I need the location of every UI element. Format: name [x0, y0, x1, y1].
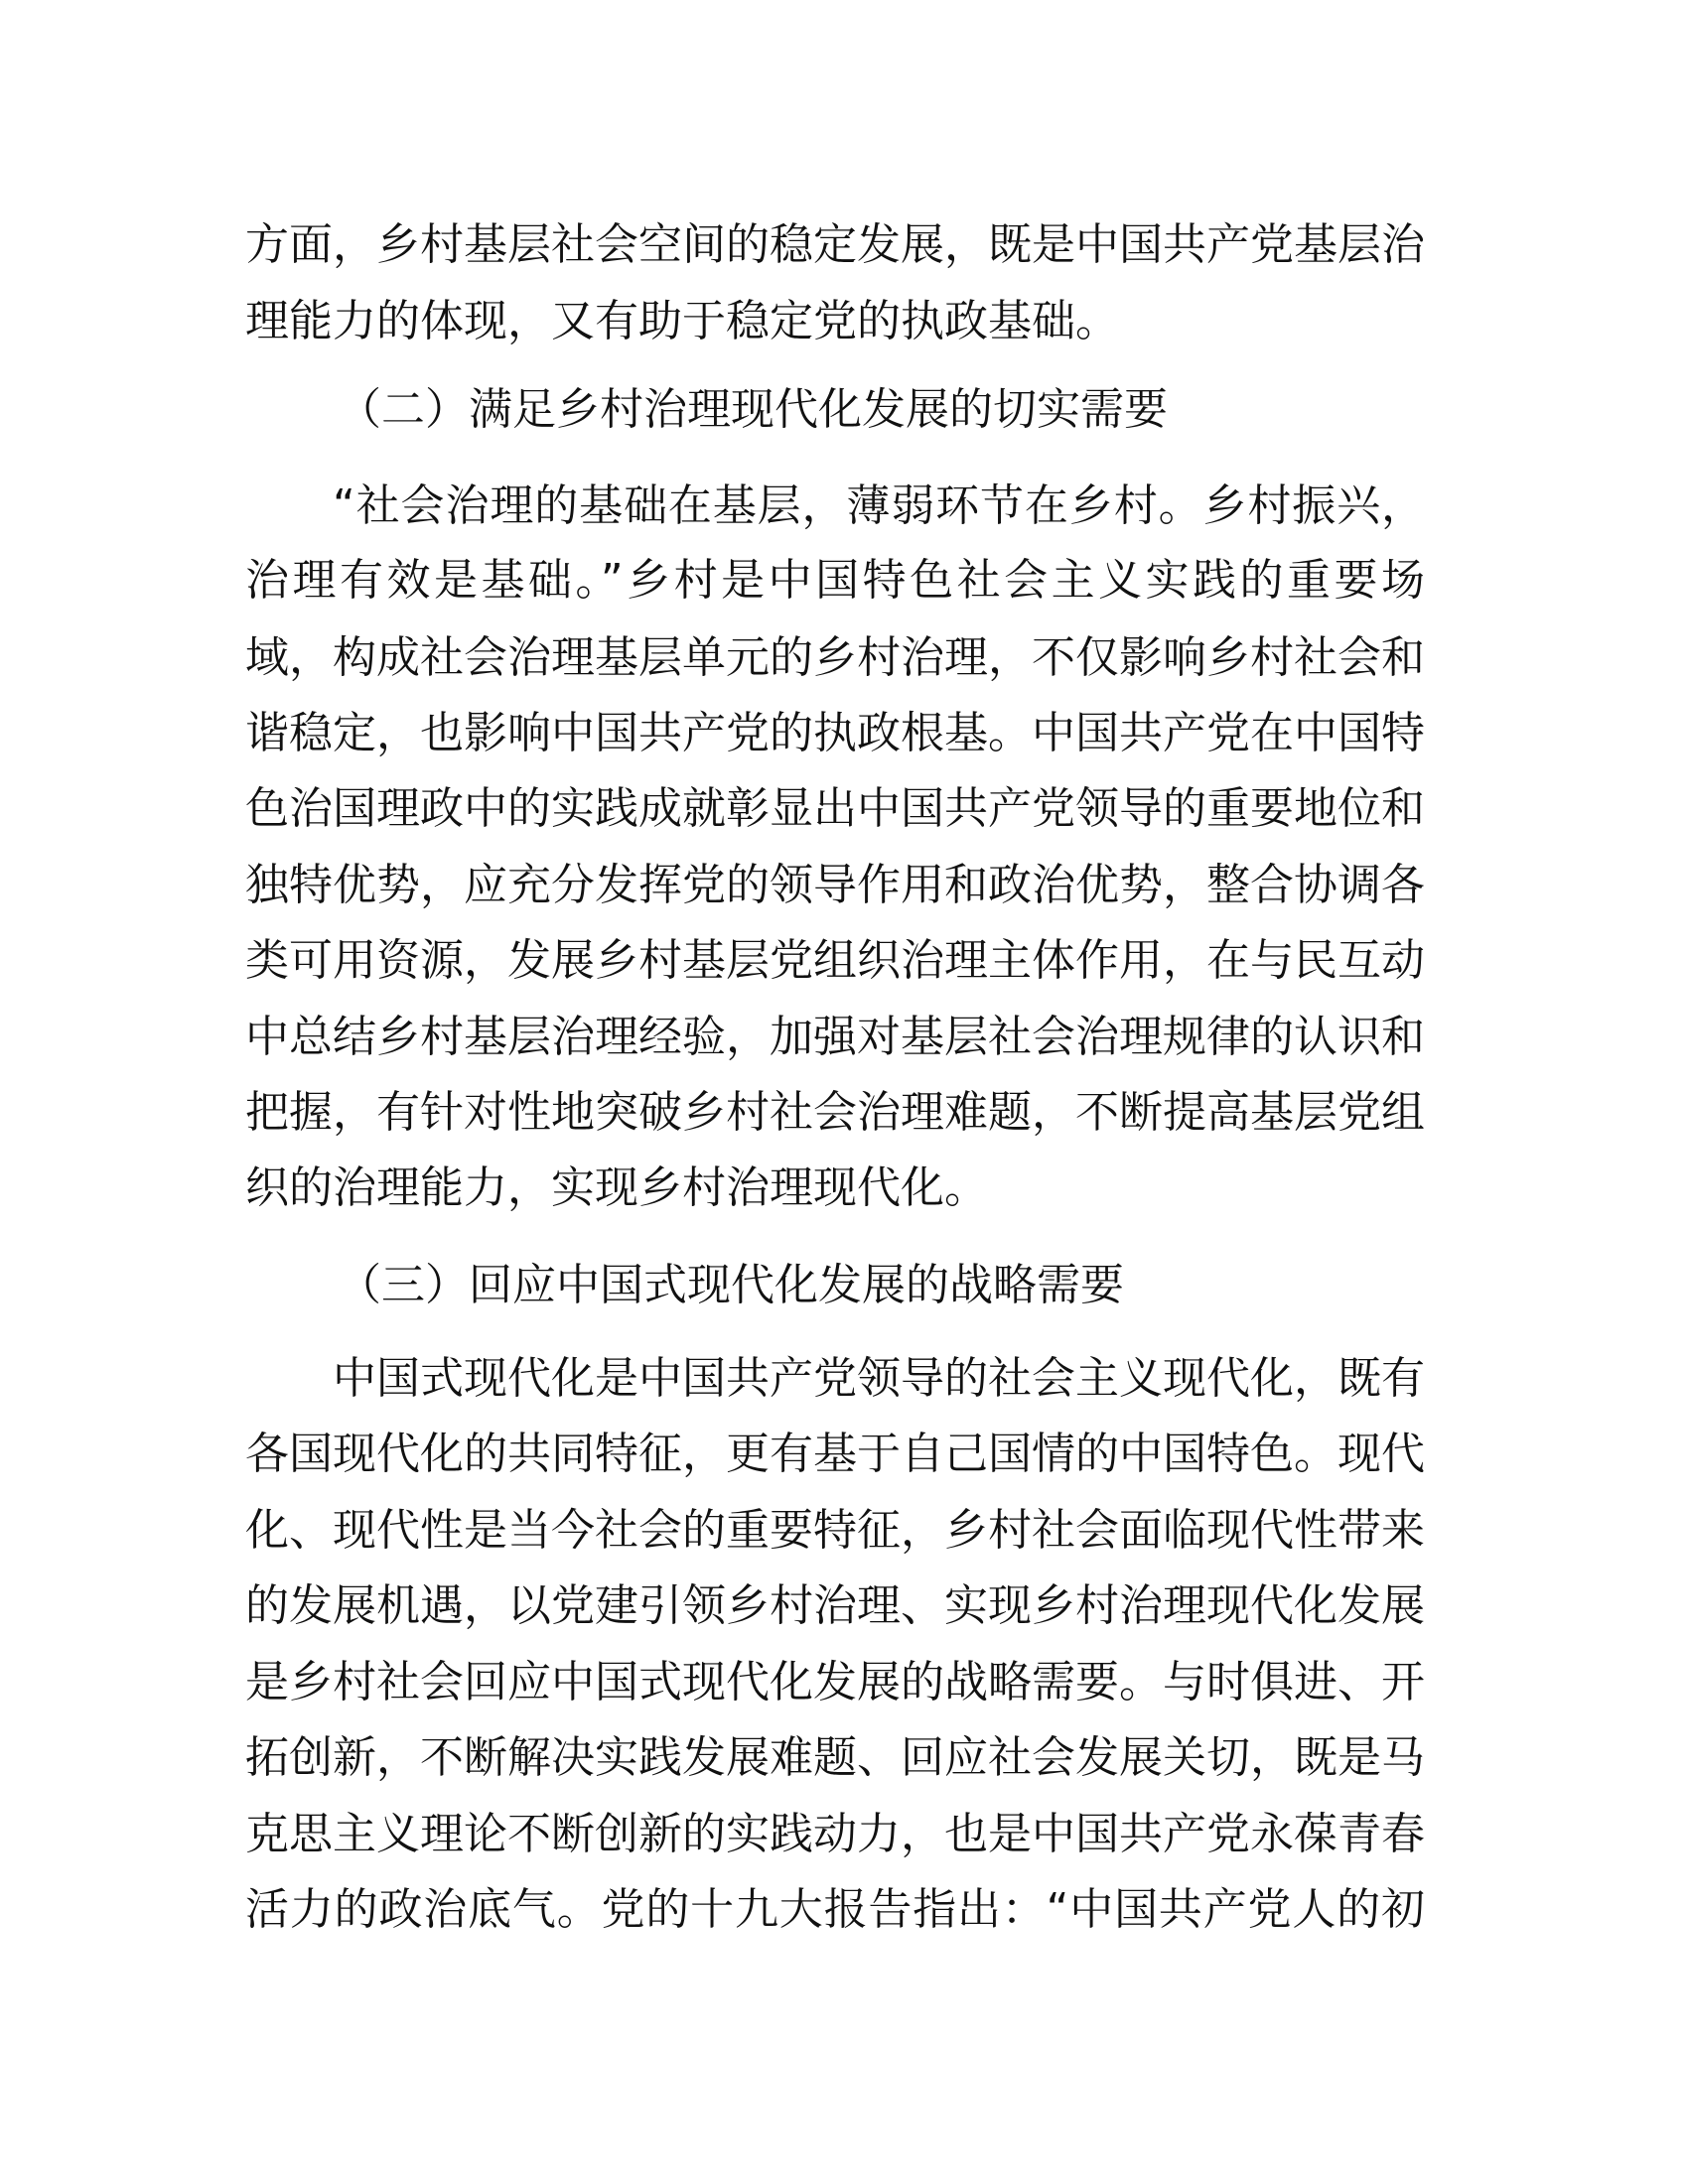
section-heading: （三）回应中国式现代化发展的战略需要: [338, 1260, 1124, 1310]
paragraph-line: 是乡村社会回应中国式现代化发展的战略需要。与时俱进、开: [245, 1657, 1425, 1707]
paragraph-line: 理能力的体现，又有助于稳定党的执政基础。: [245, 296, 1119, 346]
paragraph-line: 色治国理政中的实践成就彰显出中国共产党领导的重要地位和: [245, 783, 1425, 834]
paragraph-line: 织的治理能力，实现乡村治理现代化。: [245, 1162, 988, 1213]
paragraph-line: 克思主义理论不断创新的实践动力，也是中国共产党永葆青春: [245, 1809, 1425, 1859]
paragraph-line: 中总结乡村基层治理经验，加强对基层社会治理规律的认识和: [245, 1012, 1425, 1062]
paragraph-line: 各国现代化的共同特征，更有基于自己国情的中国特色。现代: [245, 1429, 1425, 1479]
paragraph-line: 治理有效是基础。”乡村是中国特色社会主义实践的重要场: [245, 555, 1425, 606]
paragraph-line: 类可用资源，发展乡村基层党组织治理主体作用，在与民互动: [245, 935, 1425, 986]
paragraph-line: 域，构成社会治理基层单元的乡村治理，不仅影响乡村社会和: [245, 632, 1425, 683]
paragraph-line: 谐稳定，也影响中国共产党的执政根基。中国共产党在中国特: [245, 708, 1425, 758]
paragraph-line: 独特优势，应充分发挥党的领导作用和政治优势，整合协调各: [245, 860, 1425, 910]
paragraph-line: 把握，有针对性地突破乡村社会治理难题，不断提高基层党组: [245, 1087, 1425, 1138]
paragraph-line: 活力的政治底气。党的十九大报告指出：“中国共产党人的初: [245, 1884, 1425, 1935]
paragraph-line: 拓创新，不断解决实践发展难题、回应社会发展关切，既是马: [245, 1732, 1425, 1783]
paragraph-line: 方面，乡村基层社会空间的稳定发展，既是中国共产党基层治: [245, 219, 1425, 270]
paragraph-line: 化、现代性是当今社会的重要特征，乡村社会面临现代性带来: [245, 1505, 1425, 1556]
section-heading: （二）满足乡村治理现代化发展的切实需要: [338, 384, 1168, 435]
paragraph-line: 的发展机遇，以党建引领乡村治理、实现乡村治理现代化发展: [245, 1580, 1425, 1631]
paragraph-line: 中国式现代化是中国共产党领导的社会主义现代化，既有: [333, 1353, 1425, 1404]
paragraph-line: “社会治理的基础在基层，薄弱环节在乡村。乡村振兴，: [333, 480, 1425, 531]
